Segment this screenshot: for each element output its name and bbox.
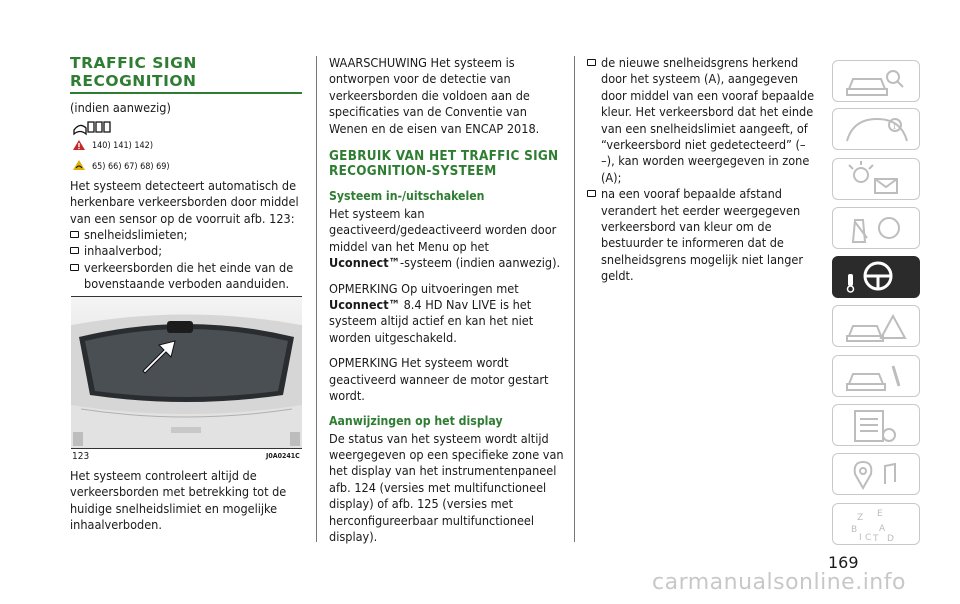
subheading: Systeem in-/uitschakelen xyxy=(329,189,485,204)
light-envelope-icon xyxy=(833,159,921,201)
seatbelt-airbag-icon xyxy=(833,208,921,250)
watermark: carmanualsonline.info xyxy=(652,570,906,595)
tab-seats[interactable] xyxy=(832,207,920,249)
paragraph xyxy=(329,206,565,272)
tab-safety[interactable] xyxy=(832,158,920,200)
intro-paragraph: Het systeem detecteert automatisch de herkenbare verkeersborden door middel van een sensor op de voorruit afb. 123: xyxy=(70,178,299,226)
alphabet-index-icon xyxy=(833,504,921,546)
note-paragraph xyxy=(329,281,565,347)
tab-technical-data[interactable] xyxy=(832,404,920,446)
figure-code: J0A0241C xyxy=(266,452,300,460)
tab-emergency[interactable] xyxy=(832,305,920,347)
warning-paragraph: WAARSCHUWING Het systeem is ontworpen voor de detectie van verkeersborden die voldoen aan de specificaties van de Conventie van Wenen en de eisen van ENCAP 2018. xyxy=(329,55,540,136)
list-item: na een vooraf bepaalde afstand verandert het eerder weergegeven verkeersbord van kleur om de bestuurder te informeren dat de snelheidsgrens mogelijk niet langer geldt. xyxy=(587,186,821,284)
brand-name: Uconnect™ xyxy=(329,297,400,313)
svg-text:C: C xyxy=(865,533,872,543)
svg-text:T: T xyxy=(873,534,879,544)
svg-text:Z: Z xyxy=(857,513,864,523)
right-column xyxy=(587,55,821,285)
section-heading: GEBRUIK VAN HET TRAFFIC SIGN RECOGNITION-SYSTEEM xyxy=(329,149,559,180)
text-run: 8.4 HD Nav LIVE is het systeem altijd actief en kan het niet worden uitgeschakeld. xyxy=(329,297,534,345)
windshield-illustration xyxy=(71,297,302,448)
svg-text:D: D xyxy=(887,534,894,544)
text-run: -systeem (indien aanwezig). xyxy=(400,255,561,271)
windshield-figure xyxy=(71,296,302,448)
caution-icon xyxy=(72,159,86,171)
column-divider xyxy=(316,56,317,542)
svg-text:B: B xyxy=(851,525,858,535)
text-run: Het systeem kan geactiveerd/gedeactiveerd worden door middel van het Menu op het xyxy=(329,206,557,254)
warning-refs: 140) 141) 142) xyxy=(92,141,153,151)
checklist-gear-icon xyxy=(833,405,921,447)
page-number: 169 xyxy=(828,553,859,572)
svg-text:E: E xyxy=(877,509,883,519)
list-item: inhaalverbod; xyxy=(70,243,302,259)
car-warning-icon xyxy=(833,306,921,348)
car-magnifier-icon xyxy=(833,61,921,103)
list-item: verkeersborden die het einde van de bovenstaande verboden aanduiden. xyxy=(70,260,302,293)
after-figure-paragraph: Het systeem controleert altijd de verkeersborden met betrekking tot de huidige snelheidslimiet en mogelijke inhaalverboden. xyxy=(70,468,287,533)
section-title: TRAFFIC SIGN RECOGNITION xyxy=(70,54,302,94)
dashboard-info-icon xyxy=(833,109,921,151)
figure-number: 123 xyxy=(72,451,90,462)
column-divider xyxy=(574,56,575,542)
svg-text:i: i xyxy=(893,122,896,132)
note-paragraph: OPMERKING Het systeem wordt geactiveerd wanneer de motor gestart wordt. xyxy=(329,355,549,404)
tab-vehicle-knowledge[interactable] xyxy=(832,60,920,102)
subheading: Aanwijzingen op het display xyxy=(329,413,503,428)
list-item: snelheidslimieten; xyxy=(70,227,302,243)
tab-multimedia[interactable] xyxy=(832,453,920,495)
manual-book-icon xyxy=(72,118,114,136)
tab-index[interactable] xyxy=(832,503,920,545)
svg-text:I: I xyxy=(859,533,862,543)
list-item: de nieuwe snelheidsgrens herkend door het systeem (A), aangegeven door middel van een vooraf bepaalde kleur. Het verkeersbord dat het einde van een snelheidslimiet aangeeft, of “verkeersbord niet gedetecteerd” (– –), kan worden weergegeven in zone (A); xyxy=(587,55,821,186)
svg-text:A: A xyxy=(879,524,886,534)
tab-starting-and-driving[interactable] xyxy=(832,256,920,298)
warning-icon xyxy=(72,139,86,151)
text-run: OPMERKING Op uitvoeringen met xyxy=(329,280,519,296)
figure-rule xyxy=(71,448,302,449)
car-wrench-icon xyxy=(833,356,921,398)
paragraph: De status van het systeem wordt altijd weergegeven op een specifieke zone van het display van het instrumentenpaneel afb. 124 (versies met multifunctioneel display) of afb. 125 (versies met herconfigureerbaar multifunctioneel display). xyxy=(329,430,564,544)
middle-column xyxy=(329,55,565,545)
bullet-list xyxy=(70,227,302,293)
tab-servicing[interactable] xyxy=(832,355,920,397)
tab-dashboard-info[interactable] xyxy=(832,108,920,150)
location-music-icon xyxy=(833,454,921,496)
brand-name: Uconnect™ xyxy=(329,255,400,271)
caution-refs: 65) 66) 67) 68) 69) xyxy=(92,162,170,172)
availability-note: (indien aanwezig) xyxy=(70,100,171,115)
key-steering-wheel-icon xyxy=(832,256,920,298)
